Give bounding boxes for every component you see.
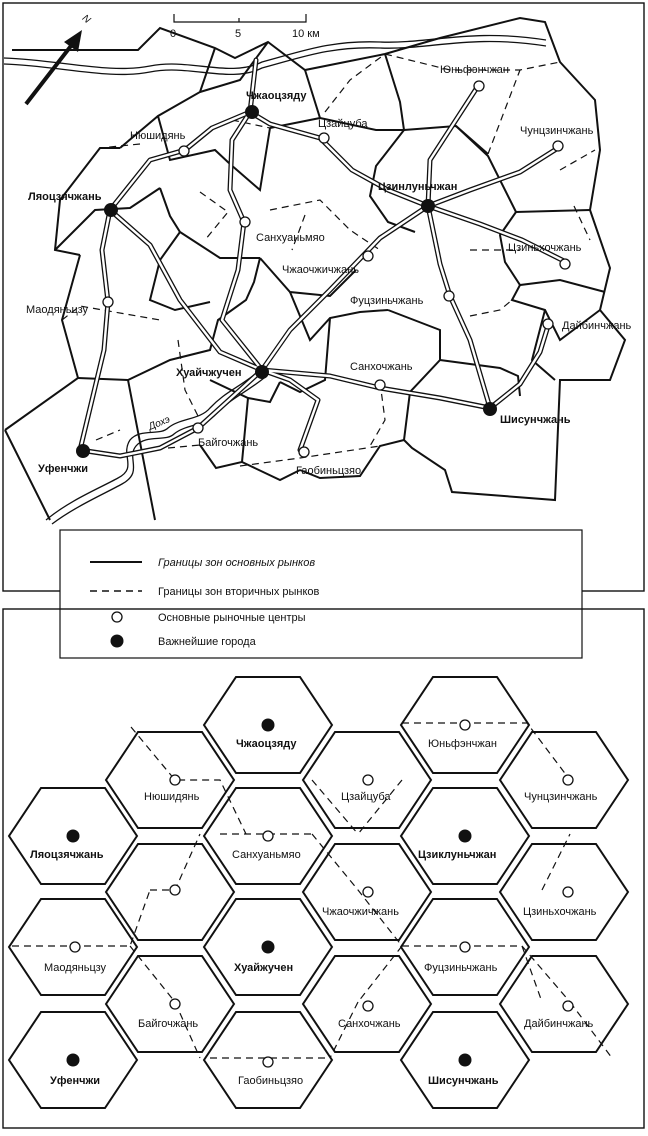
hex-label-nyushidyan: Нюшидянь <box>144 791 200 803</box>
map-label-maodyantszu: Маодяньцзу <box>26 304 89 316</box>
scale-tick-0: 0 <box>170 28 177 40</box>
map-label-chzhaotsyadu: Чжаоцзяду <box>246 90 307 102</box>
hex-market-baigochzhan <box>170 999 180 1009</box>
map-label-ufenchzhi: Уфенчжи <box>38 463 89 475</box>
hex-diagram <box>3 609 644 1128</box>
map-label-khuaichzhuchen: Хуайчжучен <box>176 367 242 379</box>
hex-city-chzhaotsyadu <box>262 719 275 732</box>
map-market-tszaitsuba <box>319 133 329 143</box>
scale-bar <box>170 14 320 40</box>
map-city-tszinlunchzhan <box>421 199 435 213</box>
hex-market-daibinchzhan <box>563 1001 573 1011</box>
legend-market-label: Основные рыночные центры <box>158 612 306 624</box>
hex-market-tszaitsuba <box>363 775 373 785</box>
hex-label-khuaichzhuchen: Хуайжучен <box>234 962 294 974</box>
hex-market-nyushidyan <box>170 775 180 785</box>
hex-label-lyaotszyachzhan: Ляоцзячжань <box>30 849 104 861</box>
hex-city-ufenchzhi <box>67 1054 80 1067</box>
hex-label-maodyantszu: Маодяньцзу <box>44 962 107 974</box>
hex-label-sankhuanmyao: Санхуаньмяо <box>232 849 301 861</box>
map-label-sankhuanmyao: Санхуаньмяо <box>256 232 325 244</box>
legend-primary-label: Границы зон основных рынков <box>158 557 316 569</box>
map-label-nyushidyan: Нюшидянь <box>130 130 186 142</box>
hex-city-tszinlunchzhan <box>459 830 472 843</box>
hex-market-unlabeled <box>170 885 180 895</box>
hex-label-sankhochzhan: Санхочжань <box>338 1018 401 1030</box>
map-market-chzhaochzhichzhan <box>363 251 373 261</box>
map-city-ufenchzhi <box>76 444 90 458</box>
hex-label-chzhaochzhichzhan: Чжаочжичжань <box>322 906 399 918</box>
map-market-chuntszinchzhan <box>553 141 563 151</box>
map-market-sankhochzhan <box>375 380 385 390</box>
hex-label-baigochzhan: Байгочжань <box>138 1018 199 1030</box>
hex-label-chuntszinchzhan: Чунцзинчжань <box>524 791 598 803</box>
map-label-tszaitsuba: Цзайцуба <box>318 118 368 130</box>
hex-label-tszaitsuba: Цзайцуба <box>341 791 391 803</box>
hex-city-khuaichzhuchen <box>262 941 275 954</box>
hex-city-shisunchzhan <box>459 1054 472 1067</box>
hex-market-futszinchzhan <box>460 942 470 952</box>
river-label: Дохэ <box>147 414 172 433</box>
hex-label-shisunchzhan: Шисунчжань <box>428 1075 499 1087</box>
map-market-gaobintszyao <box>299 447 309 457</box>
map-city-khuaichzhuchen <box>255 365 269 379</box>
hex-market-gaobintszyao <box>263 1057 273 1067</box>
hex-label-chzhaotsyadu: Чжаоцзяду <box>236 738 297 750</box>
hex-market-chuntszinchzhan <box>563 775 573 785</box>
north-arrow-icon <box>26 13 93 104</box>
map-market-tszinkhochzhan <box>560 259 570 269</box>
map-label-baigochzhan: Байгочжань <box>198 437 259 449</box>
hex-market-yunfenchzhan <box>460 720 470 730</box>
map-label-futszinchzhan: Фуцзиньчжань <box>350 295 424 307</box>
map-market-baigochzhan <box>193 423 203 433</box>
hex-market-chzhaochzhichzhan <box>363 887 373 897</box>
map-market-futszinchzhan <box>444 291 454 301</box>
map-city-shisunchzhan <box>483 402 497 416</box>
top-map <box>3 3 644 658</box>
map-city-lyaotszyachzhan <box>104 203 118 217</box>
map-label-yunfenchzhan: Юньфэнчжан <box>440 64 509 76</box>
map-label-tszinlunchzhan: Цзинлуньчжан <box>378 181 458 193</box>
scale-tick-10: 10 км <box>292 28 320 40</box>
hex-secondary-boundaries <box>12 723 612 1058</box>
hex-market-tszinkhochzhan <box>563 887 573 897</box>
legend-market-icon <box>112 612 122 622</box>
map-label-chzhaochzhichzhan: Чжаочжичжань <box>282 264 359 276</box>
map-market-nyushidyan <box>179 146 189 156</box>
secondary-boundaries <box>62 54 595 466</box>
legend-secondary-label: Границы зон вторичных рынков <box>158 586 320 598</box>
svg-text:N: N <box>79 12 93 26</box>
hex-label-daibinchzhan: Дайбинчжань <box>524 1018 594 1030</box>
hex-label-tszinkhochzhan: Цзиньхочжань <box>523 906 597 918</box>
map-label-chuntszinchzhan: Чунцзинчжань <box>520 125 594 137</box>
hex-market-sankhuanmyao <box>263 831 273 841</box>
scale-tick-5: 5 <box>235 28 242 40</box>
legend <box>60 530 582 658</box>
hex-market-maodyantszu <box>70 942 80 952</box>
legend-town-icon <box>111 635 124 648</box>
hex-market-sankhochzhan <box>363 1001 373 1011</box>
map-label-shisunchzhan: Шисунчжань <box>500 414 571 426</box>
hex-grid <box>9 677 628 1108</box>
legend-town-label: Важнейшие города <box>158 636 256 648</box>
hex-label-yunfenchzhan: Юньфэнчжан <box>428 738 497 750</box>
map-label-gaobintszyao: Гаобиньцзяо <box>296 465 362 477</box>
map-market-maodyantszu <box>103 297 113 307</box>
hex-frame <box>3 609 644 1128</box>
map-city-chzhaotsyadu <box>245 105 259 119</box>
map-label-daibinchzhan: Дайбинчжань <box>562 320 632 332</box>
map-market-daibinchzhan <box>543 319 553 329</box>
hex-label-ufenchzhi: Уфенчжи <box>50 1075 101 1087</box>
hex-city-lyaotszyachzhan <box>67 830 80 843</box>
hex-label-gaobintszyao: Гаобиньцзяо <box>238 1075 304 1087</box>
map-market-yunfenchzhan <box>474 81 484 91</box>
map-labels <box>26 64 632 477</box>
map-market-sankhuanmyao <box>240 217 250 227</box>
hex-label-tsziklunchzhan: Цзиклуньчжан <box>418 849 497 861</box>
hex-nodes <box>67 719 574 1068</box>
map-label-lyaotszyachzhan: Ляоцзячжань <box>28 191 102 203</box>
map-label-sankhochzhan: Санхочжань <box>350 361 413 373</box>
map-label-tszinkhochzhan: Цзиньхочжань <box>508 242 582 254</box>
hex-label-futszinchzhan: Фуцзиньчжань <box>424 962 498 974</box>
